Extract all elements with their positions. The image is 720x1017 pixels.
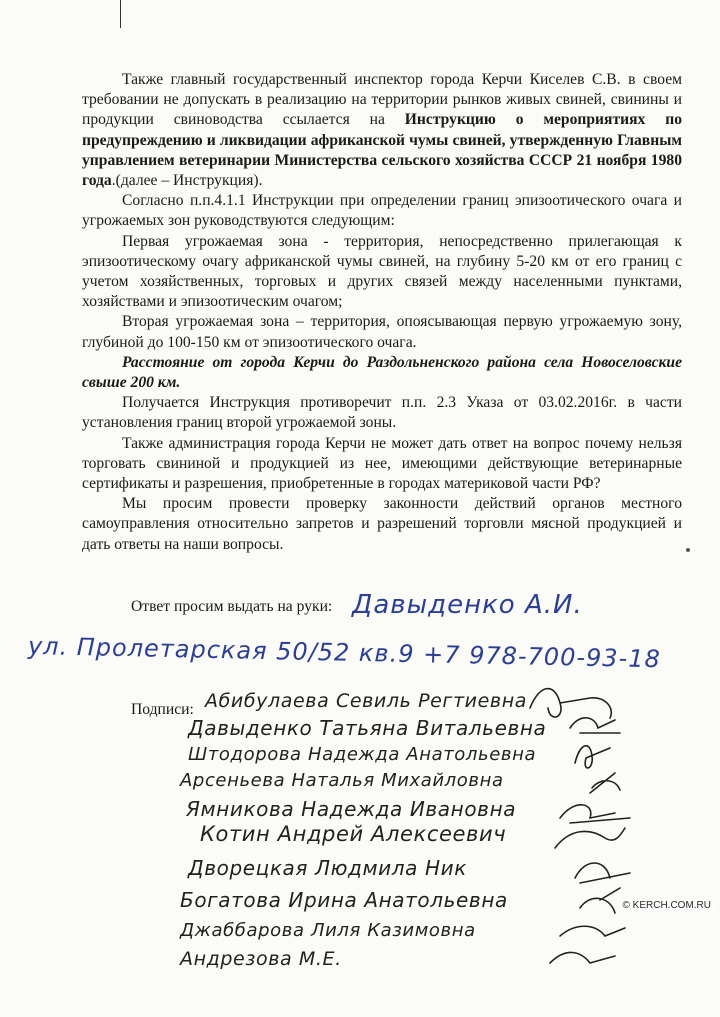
signature-name-8: Богатова Ирина Анатольевна (180, 888, 508, 912)
signature-name-2: Давыденко Татьяна Витальевна (188, 716, 547, 740)
signature-name-6: Котин Андрей Алексеевич (200, 822, 507, 846)
signature-name-1: Абибулаева Севиль Регтиевна (205, 690, 527, 712)
text-run: Расстояние от города Керчи до Раздольненского района села Новоселовские свыше 200 км. (82, 353, 682, 392)
text-run: .(далее – Инструкция). (111, 172, 263, 190)
text-run: Мы просим провести проверку законности действий органов местного самоуправления относительно запретов и разрешений торговли мясной продукцией и дать ответы на наши вопросы. (82, 495, 682, 553)
text-run: Первая угрожаемая зона - территория, непосредственно прилегающая к эпизоотическому очагу африканской чумы свиней, на глубину 5-20 км от его границ с учетом хозяйственных, торговых и других связей между населенными пунктами, хозяйствами и эпизоотическим очагом; (82, 232, 682, 311)
document-body (82, 70, 682, 555)
paragraph (82, 353, 682, 393)
paragraph (82, 232, 682, 313)
margin-dot (686, 548, 690, 552)
text-run: Вторая угрожаемая зона – территория, опоясывающая первую угрожаемую зону, глубиной до 100-150 км от эпизоотического очага. (82, 313, 682, 351)
paragraph (82, 312, 682, 352)
paragraph (82, 434, 682, 495)
response-handwritten-name: Давыденко А.И. (352, 590, 583, 620)
paragraph (82, 191, 682, 231)
signatures-label: Подписи: (131, 701, 194, 718)
signature-name-7: Дворецкая Людмила Ник (188, 856, 467, 880)
paragraph (82, 70, 682, 191)
text-run: Также администрация города Керчи не может дать ответ на вопрос почему нельзя торговать свининой и продукцией из нее, имеющими действующие ветеринарные сертификаты и разрешения, приобретенные в городах материковой части РФ? (82, 434, 682, 493)
margin-mark (120, 0, 131, 28)
text-run: Получается Инструкция противоречит п.п. 2.3 Указа от 03.02.2016г. в части установления границ второй угрожаемой зоны. (82, 394, 682, 432)
response-label: Ответ просим выдать на руки: (131, 598, 333, 615)
paragraph (82, 494, 682, 555)
signature-name-9: Джаббарова Лиля Казимовна (180, 920, 476, 941)
text-run: Инструкцию о мероприятиях по предупреждению и ликвидации африканской чумы свиней, утвержденную Главным управлением ветеринарии Министерства сельского хозяйства СССР 21 ноября 1980 года (82, 111, 683, 190)
signature-scribbles (520, 678, 640, 978)
signature-name-5: Ямникова Надежда Ивановна (186, 797, 517, 821)
watermark: © KERCH.COM.RU (620, 899, 714, 912)
paragraph (82, 393, 682, 433)
signature-name-10: Андрезова М.Е. (180, 948, 342, 970)
response-handwritten-address: ул. Пролетарская 50/52 кв.9 +7 978-700-93-18 (27, 632, 662, 674)
text-run: Согласно п.п.4.1.1 Инструкции при определении границ эпизоотического очага и угрожаемых зон руководствуются следующим: (82, 192, 682, 230)
signature-name-3: Штодорова Надежда Анатольевна (188, 744, 537, 765)
signature-name-4: Арсеньева Наталья Михайловна (180, 770, 504, 791)
text-run: Также главный государственный инспектор города Керчи Киселев С.В. в своем требовании не допускать в реализацию на территории рынков живых свиней, свинины и продукции свиноводства ссылается на (82, 71, 682, 129)
